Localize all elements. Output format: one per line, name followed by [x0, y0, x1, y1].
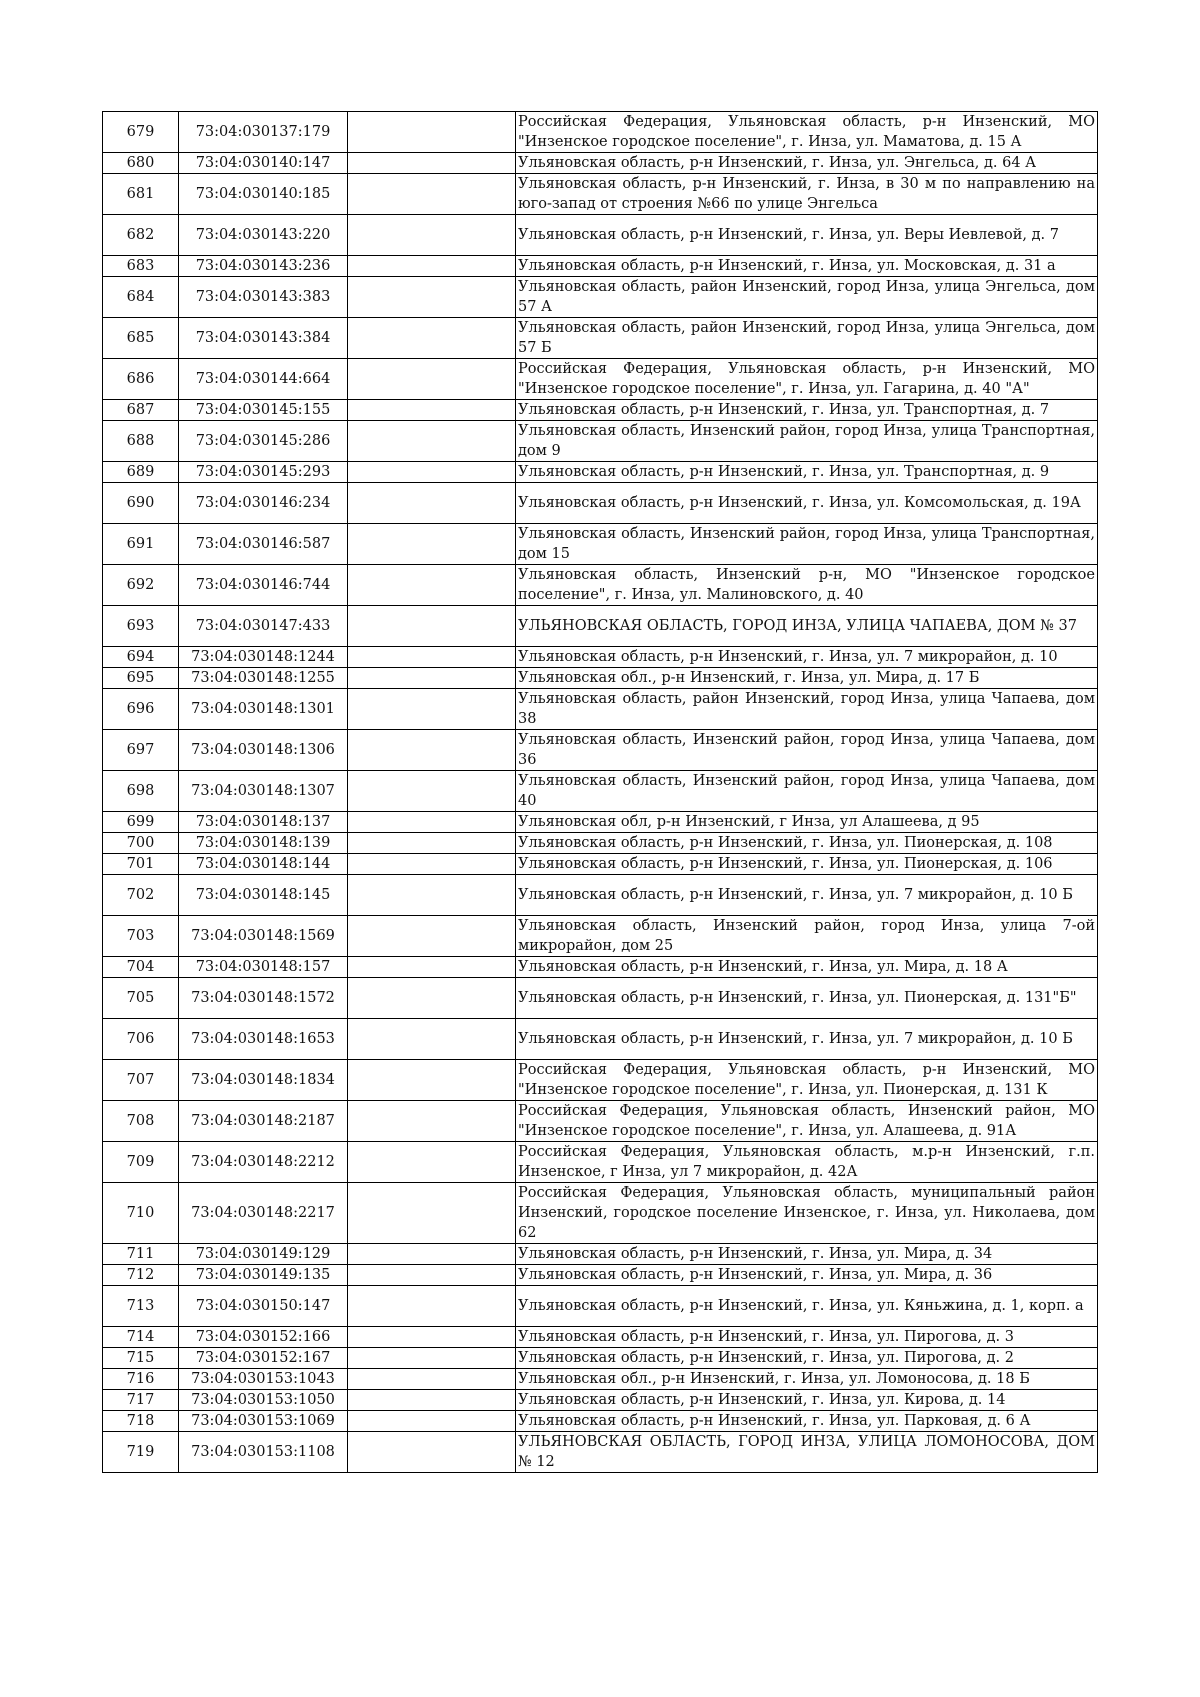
table-row: [103, 524, 1098, 565]
empty-cell: [348, 1327, 516, 1348]
row-number-cell: 695: [103, 668, 179, 689]
address-cell: УЛЬЯНОВСКАЯ ОБЛАСТЬ, ГОРОД ИНЗА, УЛИЦА ЛОМОНОСОВА, ДОМ № 12: [516, 1432, 1098, 1473]
address-cell: Ульяновская обл, р-н Инзенский, г Инза, ул Алашеева, д 95: [516, 812, 1098, 833]
empty-cell: [348, 215, 516, 256]
table-row: [103, 1432, 1098, 1473]
cadastral-number-cell: 73:04:030148:1306: [179, 730, 348, 771]
empty-cell: [348, 524, 516, 565]
cadastral-number-cell: 73:04:030148:1653: [179, 1019, 348, 1060]
address-cell: Ульяновская область, Инзенский район, город Инза, улица Транспортная, дом 9: [516, 421, 1098, 462]
row-number-cell: 694: [103, 647, 179, 668]
address-cell: Российская Федерация, Ульяновская область, р-н Инзенский, МО "Инзенское городское поселение", г. Инза, ул. Гагарина, д. 40 "А": [516, 359, 1098, 400]
table-row: [103, 730, 1098, 771]
table-row: [103, 916, 1098, 957]
registry-table: [102, 111, 1098, 1473]
table-row: [103, 1019, 1098, 1060]
cadastral-number-cell: 73:04:030153:1108: [179, 1432, 348, 1473]
row-number-cell: 680: [103, 153, 179, 174]
row-number-cell: 681: [103, 174, 179, 215]
cadastral-number-cell: 73:04:030146:587: [179, 524, 348, 565]
row-number-cell: 719: [103, 1432, 179, 1473]
address-cell: Ульяновская область, р-н Инзенский, г. Инза, ул. Мира, д. 34: [516, 1244, 1098, 1265]
cadastral-number-cell: 73:04:030148:2212: [179, 1142, 348, 1183]
row-number-cell: 712: [103, 1265, 179, 1286]
table-row: [103, 1390, 1098, 1411]
row-number-cell: 683: [103, 256, 179, 277]
empty-cell: [348, 1101, 516, 1142]
row-number-cell: 711: [103, 1244, 179, 1265]
empty-cell: [348, 957, 516, 978]
empty-cell: [348, 1348, 516, 1369]
row-number-cell: 685: [103, 318, 179, 359]
cadastral-number-cell: 73:04:030148:1255: [179, 668, 348, 689]
table-row: [103, 1060, 1098, 1101]
table-row: [103, 215, 1098, 256]
cadastral-number-cell: 73:04:030148:1572: [179, 978, 348, 1019]
address-cell: Ульяновская область, р-н Инзенский, г. Инза, ул. Московская, д. 31 а: [516, 256, 1098, 277]
cadastral-number-cell: 73:04:030148:137: [179, 812, 348, 833]
address-cell: Ульяновская область, р-н Инзенский, г. Инза, ул. Транспортная, д. 7: [516, 400, 1098, 421]
cadastral-number-cell: 73:04:030145:293: [179, 462, 348, 483]
address-cell: Ульяновская область, р-н Инзенский, г. Инза, ул. Транспортная, д. 9: [516, 462, 1098, 483]
address-cell: Российская Федерация, Ульяновская область, Инзенский район, МО "Инзенское городское поселение", г. Инза, ул. Алашеева, д. 91А: [516, 1101, 1098, 1142]
row-number-cell: 705: [103, 978, 179, 1019]
address-cell: Российская Федерация, Ульяновская область, р-н Инзенский, МО "Инзенское городское поселение", г. Инза, ул. Маматова, д. 15 А: [516, 112, 1098, 153]
cadastral-number-cell: 73:04:030152:167: [179, 1348, 348, 1369]
registry-rows: [103, 112, 1098, 1473]
row-number-cell: 688: [103, 421, 179, 462]
empty-cell: [348, 174, 516, 215]
empty-cell: [348, 112, 516, 153]
address-cell: Ульяновская область, Инзенский р-н, МО "Инзенское городское поселение", г. Инза, ул. Малиновского, д. 40: [516, 565, 1098, 606]
row-number-cell: 700: [103, 833, 179, 854]
address-cell: Ульяновская область, р-н Инзенский, г. Инза, ул. 7 микрорайон, д. 10 Б: [516, 875, 1098, 916]
table-row: [103, 1142, 1098, 1183]
empty-cell: [348, 1286, 516, 1327]
address-cell: Ульяновская область, район Инзенский, город Инза, улица Энгельса, дом 57 А: [516, 277, 1098, 318]
table-row: [103, 359, 1098, 400]
table-row: [103, 112, 1098, 153]
row-number-cell: 689: [103, 462, 179, 483]
table-row: [103, 400, 1098, 421]
table-row: [103, 153, 1098, 174]
address-cell: Ульяновская область, р-н Инзенский, г. Инза, ул. Энгельса, д. 64 А: [516, 153, 1098, 174]
table-row: [103, 957, 1098, 978]
cadastral-number-cell: 73:04:030148:2187: [179, 1101, 348, 1142]
row-number-cell: 682: [103, 215, 179, 256]
address-cell: Российская Федерация, Ульяновская область, р-н Инзенский, МО "Инзенское городское поселение", г. Инза, ул. Пионерская, д. 131 К: [516, 1060, 1098, 1101]
address-cell: Ульяновская область, р-н Инзенский, г. Инза, в 30 м по направлению на юго-запад от строения №66 по улице Энгельса: [516, 174, 1098, 215]
empty-cell: [348, 854, 516, 875]
table-row: [103, 1369, 1098, 1390]
table-row: [103, 277, 1098, 318]
table-row: [103, 978, 1098, 1019]
cadastral-number-cell: 73:04:030146:744: [179, 565, 348, 606]
cadastral-number-cell: 73:04:030148:1244: [179, 647, 348, 668]
cadastral-number-cell: 73:04:030152:166: [179, 1327, 348, 1348]
table-row: [103, 854, 1098, 875]
table-row: [103, 812, 1098, 833]
table-row: [103, 875, 1098, 916]
empty-cell: [348, 812, 516, 833]
address-cell: Ульяновская область, р-н Инзенский, г. Инза, ул. 7 микрорайон, д. 10 Б: [516, 1019, 1098, 1060]
cadastral-number-cell: 73:04:030147:433: [179, 606, 348, 647]
address-cell: Ульяновская область, р-н Инзенский, г. Инза, ул. Кирова, д. 14: [516, 1390, 1098, 1411]
cadastral-number-cell: 73:04:030148:145: [179, 875, 348, 916]
row-number-cell: 707: [103, 1060, 179, 1101]
cadastral-number-cell: 73:04:030145:155: [179, 400, 348, 421]
address-cell: Ульяновская область, Инзенский район, город Инза, улица Чапаева, дом 36: [516, 730, 1098, 771]
row-number-cell: 714: [103, 1327, 179, 1348]
address-cell: Российская Федерация, Ульяновская область, муниципальный район Инзенский, городское поселение Инзенское, г. Инза, ул. Николаева, дом 62: [516, 1183, 1098, 1244]
row-number-cell: 684: [103, 277, 179, 318]
table-row: [103, 668, 1098, 689]
row-number-cell: 708: [103, 1101, 179, 1142]
row-number-cell: 699: [103, 812, 179, 833]
table-row: [103, 1411, 1098, 1432]
row-number-cell: 718: [103, 1411, 179, 1432]
row-number-cell: 709: [103, 1142, 179, 1183]
cadastral-number-cell: 73:04:030137:179: [179, 112, 348, 153]
empty-cell: [348, 771, 516, 812]
address-cell: Ульяновская область, р-н Инзенский, г. Инза, ул. Веры Иевлевой, д. 7: [516, 215, 1098, 256]
empty-cell: [348, 1369, 516, 1390]
cadastral-number-cell: 73:04:030148:1834: [179, 1060, 348, 1101]
empty-cell: [348, 483, 516, 524]
cadastral-number-cell: 73:04:030149:135: [179, 1265, 348, 1286]
row-number-cell: 713: [103, 1286, 179, 1327]
table-row: [103, 1244, 1098, 1265]
row-number-cell: 686: [103, 359, 179, 400]
address-cell: Ульяновская обл., р-н Инзенский, г. Инза, ул. Мира, д. 17 Б: [516, 668, 1098, 689]
address-cell: Ульяновская область, р-н Инзенский, г. Инза, ул. Пирогова, д. 2: [516, 1348, 1098, 1369]
row-number-cell: 679: [103, 112, 179, 153]
table-row: [103, 462, 1098, 483]
table-row: [103, 318, 1098, 359]
row-number-cell: 710: [103, 1183, 179, 1244]
table-row: [103, 1348, 1098, 1369]
row-number-cell: 704: [103, 957, 179, 978]
cadastral-number-cell: 73:04:030140:185: [179, 174, 348, 215]
empty-cell: [348, 606, 516, 647]
address-cell: Ульяновская обл., р-н Инзенский, г. Инза, ул. Ломоносова, д. 18 Б: [516, 1369, 1098, 1390]
table-row: [103, 606, 1098, 647]
address-cell: Ульяновская область, р-н Инзенский, г. Инза, ул. 7 микрорайон, д. 10: [516, 647, 1098, 668]
address-cell: Ульяновская область, р-н Инзенский, г. Инза, ул. Пионерская, д. 106: [516, 854, 1098, 875]
empty-cell: [348, 647, 516, 668]
row-number-cell: 693: [103, 606, 179, 647]
table-row: [103, 647, 1098, 668]
table-row: [103, 1327, 1098, 1348]
row-number-cell: 698: [103, 771, 179, 812]
empty-cell: [348, 256, 516, 277]
empty-cell: [348, 1411, 516, 1432]
table-row: [103, 421, 1098, 462]
empty-cell: [348, 153, 516, 174]
cadastral-number-cell: 73:04:030143:383: [179, 277, 348, 318]
row-number-cell: 702: [103, 875, 179, 916]
empty-cell: [348, 833, 516, 854]
cadastral-number-cell: 73:04:030148:1307: [179, 771, 348, 812]
empty-cell: [348, 462, 516, 483]
address-cell: Ульяновская область, Инзенский район, город Инза, улица Чапаева, дом 40: [516, 771, 1098, 812]
row-number-cell: 706: [103, 1019, 179, 1060]
address-cell: Ульяновская область, р-н Инзенский, г. Инза, ул. Мира, д. 36: [516, 1265, 1098, 1286]
table-row: [103, 1101, 1098, 1142]
address-cell: Ульяновская область, район Инзенский, город Инза, улица Чапаева, дом 38: [516, 689, 1098, 730]
empty-cell: [348, 359, 516, 400]
empty-cell: [348, 277, 516, 318]
empty-cell: [348, 1432, 516, 1473]
row-number-cell: 716: [103, 1369, 179, 1390]
table-row: [103, 1183, 1098, 1244]
cadastral-number-cell: 73:04:030148:2217: [179, 1183, 348, 1244]
empty-cell: [348, 1244, 516, 1265]
address-cell: Ульяновская область, р-н Инзенский, г. Инза, ул. Пирогова, д. 3: [516, 1327, 1098, 1348]
cadastral-number-cell: 73:04:030153:1050: [179, 1390, 348, 1411]
cadastral-number-cell: 73:04:030148:139: [179, 833, 348, 854]
row-number-cell: 697: [103, 730, 179, 771]
table-row: [103, 833, 1098, 854]
empty-cell: [348, 916, 516, 957]
table-row: [103, 771, 1098, 812]
table-row: [103, 689, 1098, 730]
row-number-cell: 715: [103, 1348, 179, 1369]
cadastral-number-cell: 73:04:030148:157: [179, 957, 348, 978]
row-number-cell: 691: [103, 524, 179, 565]
empty-cell: [348, 1183, 516, 1244]
table-row: [103, 174, 1098, 215]
empty-cell: [348, 421, 516, 462]
empty-cell: [348, 1142, 516, 1183]
table-row: [103, 565, 1098, 606]
empty-cell: [348, 565, 516, 606]
cadastral-number-cell: 73:04:030143:220: [179, 215, 348, 256]
address-cell: Ульяновская область, р-н Инзенский, г. Инза, ул. Комсомольская, д. 19А: [516, 483, 1098, 524]
empty-cell: [348, 875, 516, 916]
empty-cell: [348, 400, 516, 421]
empty-cell: [348, 1060, 516, 1101]
address-cell: Ульяновская область, район Инзенский, город Инза, улица Энгельса, дом 57 Б: [516, 318, 1098, 359]
table-row: [103, 1286, 1098, 1327]
empty-cell: [348, 1390, 516, 1411]
cadastral-number-cell: 73:04:030153:1043: [179, 1369, 348, 1390]
cadastral-number-cell: 73:04:030153:1069: [179, 1411, 348, 1432]
address-cell: Ульяновская область, р-н Инзенский, г. Инза, ул. Кяньжина, д. 1, корп. а: [516, 1286, 1098, 1327]
address-cell: Российская Федерация, Ульяновская область, м.р-н Инзенский, г.п. Инзенское, г Инза, ул 7 микрорайон, д. 42А: [516, 1142, 1098, 1183]
cadastral-number-cell: 73:04:030150:147: [179, 1286, 348, 1327]
address-cell: Ульяновская область, р-н Инзенский, г. Инза, ул. Парковая, д. 6 А: [516, 1411, 1098, 1432]
cadastral-number-cell: 73:04:030148:1301: [179, 689, 348, 730]
cadastral-number-cell: 73:04:030146:234: [179, 483, 348, 524]
address-cell: Ульяновская область, р-н Инзенский, г. Инза, ул. Пионерская, д. 131"Б": [516, 978, 1098, 1019]
empty-cell: [348, 730, 516, 771]
address-cell: Ульяновская область, р-н Инзенский, г. Инза, ул. Пионерская, д. 108: [516, 833, 1098, 854]
empty-cell: [348, 668, 516, 689]
row-number-cell: 717: [103, 1390, 179, 1411]
cadastral-number-cell: 73:04:030143:384: [179, 318, 348, 359]
address-cell: Ульяновская область, Инзенский район, город Инза, улица Транспортная, дом 15: [516, 524, 1098, 565]
empty-cell: [348, 978, 516, 1019]
row-number-cell: 701: [103, 854, 179, 875]
address-cell: Ульяновская область, Инзенский район, город Инза, улица 7-ой микрорайон, дом 25: [516, 916, 1098, 957]
row-number-cell: 692: [103, 565, 179, 606]
row-number-cell: 690: [103, 483, 179, 524]
table-row: [103, 1265, 1098, 1286]
row-number-cell: 687: [103, 400, 179, 421]
empty-cell: [348, 1265, 516, 1286]
cadastral-number-cell: 73:04:030140:147: [179, 153, 348, 174]
address-cell: УЛЬЯНОВСКАЯ ОБЛАСТЬ, ГОРОД ИНЗА, УЛИЦА ЧАПАЕВА, ДОМ № 37: [516, 606, 1098, 647]
empty-cell: [348, 318, 516, 359]
empty-cell: [348, 1019, 516, 1060]
cadastral-number-cell: 73:04:030149:129: [179, 1244, 348, 1265]
cadastral-number-cell: 73:04:030143:236: [179, 256, 348, 277]
cadastral-number-cell: 73:04:030148:1569: [179, 916, 348, 957]
row-number-cell: 703: [103, 916, 179, 957]
address-cell: Ульяновская область, р-н Инзенский, г. Инза, ул. Мира, д. 18 А: [516, 957, 1098, 978]
table-row: [103, 483, 1098, 524]
row-number-cell: 696: [103, 689, 179, 730]
cadastral-number-cell: 73:04:030145:286: [179, 421, 348, 462]
cadastral-number-cell: 73:04:030148:144: [179, 854, 348, 875]
cadastral-number-cell: 73:04:030144:664: [179, 359, 348, 400]
empty-cell: [348, 689, 516, 730]
table-row: [103, 256, 1098, 277]
